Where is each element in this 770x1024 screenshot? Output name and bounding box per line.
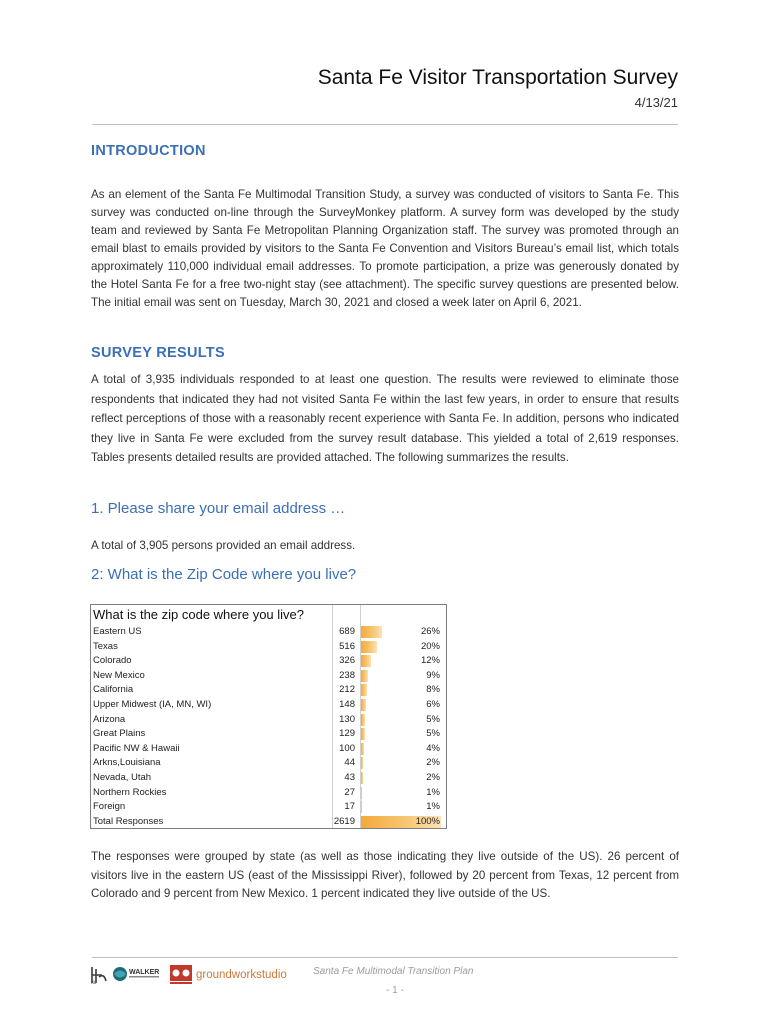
row-percent: 9% bbox=[426, 669, 440, 681]
groundworkstudio-logo bbox=[196, 969, 287, 981]
row-count: 27 bbox=[344, 786, 355, 798]
row-percent: 2% bbox=[426, 771, 440, 783]
percent-bar bbox=[361, 626, 382, 638]
row-count: 129 bbox=[339, 728, 355, 740]
percent-bar bbox=[361, 743, 364, 755]
survey-results-heading: SURVEY RESULTS bbox=[91, 345, 225, 361]
row-percent: 4% bbox=[426, 742, 440, 754]
row-label: California bbox=[93, 684, 134, 696]
row-label: Arizona bbox=[93, 713, 126, 725]
row-percent: 6% bbox=[426, 698, 440, 710]
percent-bar bbox=[361, 684, 367, 696]
table-row bbox=[91, 683, 446, 698]
row-percent: 5% bbox=[426, 713, 440, 725]
introduction-paragraph: As an element of the Santa Fe Multimodal Transition Study, a survey was conducted of visitors to Santa Fe. This survey was conducted on-line through the SurveyMonkey platform. A survey form was developed by the study team and reviewed by Santa Fe Metropolitan Planning Organization staff. The survey was promoted through an email blast to emails provided by visitors to the Santa Fe Convention and Visitors Bureau’s email list, which totals approximately 110,000 individual email addresses. To promote participation, a prize was generously donated by the Hotel Santa Fe for a free two-night stay (see attachment). The specific survey questions are presented below. The initial email was sent on Tuesday, March 30, 2021 and closed a week later on April 6, 2021. bbox=[91, 188, 679, 309]
table-row bbox=[91, 625, 446, 640]
row-label: Texas bbox=[93, 640, 118, 652]
row-percent: 1% bbox=[426, 801, 440, 813]
zip-table-rows bbox=[91, 625, 446, 829]
row-label: New Mexico bbox=[93, 669, 145, 681]
row-percent: 20% bbox=[420, 640, 440, 652]
walker-logo bbox=[113, 967, 159, 981]
row-count: 2619 bbox=[333, 815, 355, 827]
table-row bbox=[91, 654, 446, 669]
table-row bbox=[91, 800, 446, 815]
row-count: 43 bbox=[344, 771, 355, 783]
row-label: Great Plains bbox=[93, 728, 146, 740]
zip-table-title: What is the zip code where you live? bbox=[93, 607, 304, 622]
question-2-paragraph: The responses were grouped by state (as well as those indicating they live outside of the US). 26 percent of visitors live in the eastern US (east of the Mississippi River), followed by 20 percent from Texas, 12 percent from Colorado and 9 percent from New Mexico. 1 percent indicated they live outside of the US. bbox=[91, 850, 679, 900]
row-label: Nevada, Utah bbox=[93, 771, 152, 783]
row-label: Eastern US bbox=[93, 626, 142, 637]
page-number: - 1 - bbox=[386, 985, 404, 996]
row-count: 130 bbox=[339, 713, 355, 725]
question-1-heading: 1. Please share your email address … bbox=[91, 500, 346, 517]
row-count: 44 bbox=[344, 757, 355, 769]
row-count: 516 bbox=[339, 640, 355, 652]
zip-code-table bbox=[90, 604, 447, 829]
header-divider bbox=[92, 124, 678, 125]
row-count: 148 bbox=[339, 698, 355, 710]
percent-bar bbox=[361, 772, 363, 784]
table-row bbox=[91, 786, 446, 801]
row-label: Total Responses bbox=[93, 815, 164, 827]
introduction-heading: INTRODUCTION bbox=[91, 143, 206, 159]
row-percent: 8% bbox=[426, 684, 440, 696]
table-row bbox=[91, 698, 446, 713]
document-date: 4/13/21 bbox=[634, 95, 678, 110]
percent-bar bbox=[361, 714, 365, 726]
table-row bbox=[91, 713, 446, 728]
question-2-heading: 2: What is the Zip Code where you live? bbox=[91, 566, 357, 583]
percent-bar bbox=[361, 757, 363, 769]
row-label: Colorado bbox=[93, 655, 132, 667]
row-percent: 100% bbox=[415, 815, 440, 827]
table-row bbox=[91, 742, 446, 757]
question-1-paragraph: A total of 3,905 persons provided an email address. bbox=[91, 539, 356, 552]
bike-logo bbox=[170, 965, 192, 984]
row-label: Northern Rockies bbox=[93, 786, 167, 798]
row-percent: 12% bbox=[420, 655, 440, 667]
row-count: 689 bbox=[339, 626, 355, 637]
table-row bbox=[91, 640, 446, 655]
percent-bar bbox=[361, 801, 362, 813]
itc-logo bbox=[91, 967, 106, 985]
footer-plan-name: Santa Fe Multimodal Transition Plan bbox=[313, 966, 474, 977]
percent-bar bbox=[361, 787, 362, 799]
footer-divider bbox=[92, 957, 678, 958]
row-label: Arkns,Louisiana bbox=[93, 757, 161, 769]
walker-logo-text: WALKER bbox=[129, 969, 160, 976]
percent-bar bbox=[361, 670, 368, 682]
table-row bbox=[91, 669, 446, 684]
footer-logos bbox=[90, 963, 300, 985]
table-row bbox=[91, 756, 446, 771]
percent-bar bbox=[361, 655, 371, 667]
row-label: Upper Midwest (IA, MN, WI) bbox=[93, 698, 212, 710]
row-label: Pacific NW & Hawaii bbox=[93, 742, 180, 754]
row-count: 326 bbox=[339, 655, 355, 667]
document-title: Santa Fe Visitor Transportation Survey bbox=[317, 66, 678, 89]
row-percent: 5% bbox=[426, 728, 440, 740]
row-count: 17 bbox=[344, 801, 355, 813]
row-count: 238 bbox=[339, 669, 355, 681]
row-count: 100 bbox=[339, 742, 355, 754]
row-count: 212 bbox=[339, 684, 355, 696]
percent-bar bbox=[361, 699, 366, 711]
percent-bar bbox=[361, 641, 377, 653]
survey-results-paragraph: A total of 3,935 individuals responded to at least one question. The results were reviewed to eliminate those respondents that indicated they had not visited Santa Fe within the last few years, in order to ensure that results reflect perceptions of those with a reasonably recent experience with Santa Fe. In addition, persons who indicated they live in Santa Fe were excluded from the survey result database. This yielded a total of 2,619 responses. Tables presents detailed results are provided attached. The following summarizes the results. bbox=[91, 373, 679, 464]
row-label: Foreign bbox=[93, 801, 126, 813]
table-row bbox=[91, 815, 446, 830]
table-row bbox=[91, 771, 446, 786]
row-percent: 26% bbox=[420, 626, 440, 637]
table-row bbox=[91, 727, 446, 742]
row-percent: 1% bbox=[426, 786, 440, 798]
percent-bar bbox=[361, 728, 365, 740]
groundworkstudio-logo-text: groundworkstudio bbox=[196, 969, 287, 981]
itc-logo-text: Itc bbox=[91, 980, 97, 985]
row-percent: 2% bbox=[426, 757, 440, 769]
